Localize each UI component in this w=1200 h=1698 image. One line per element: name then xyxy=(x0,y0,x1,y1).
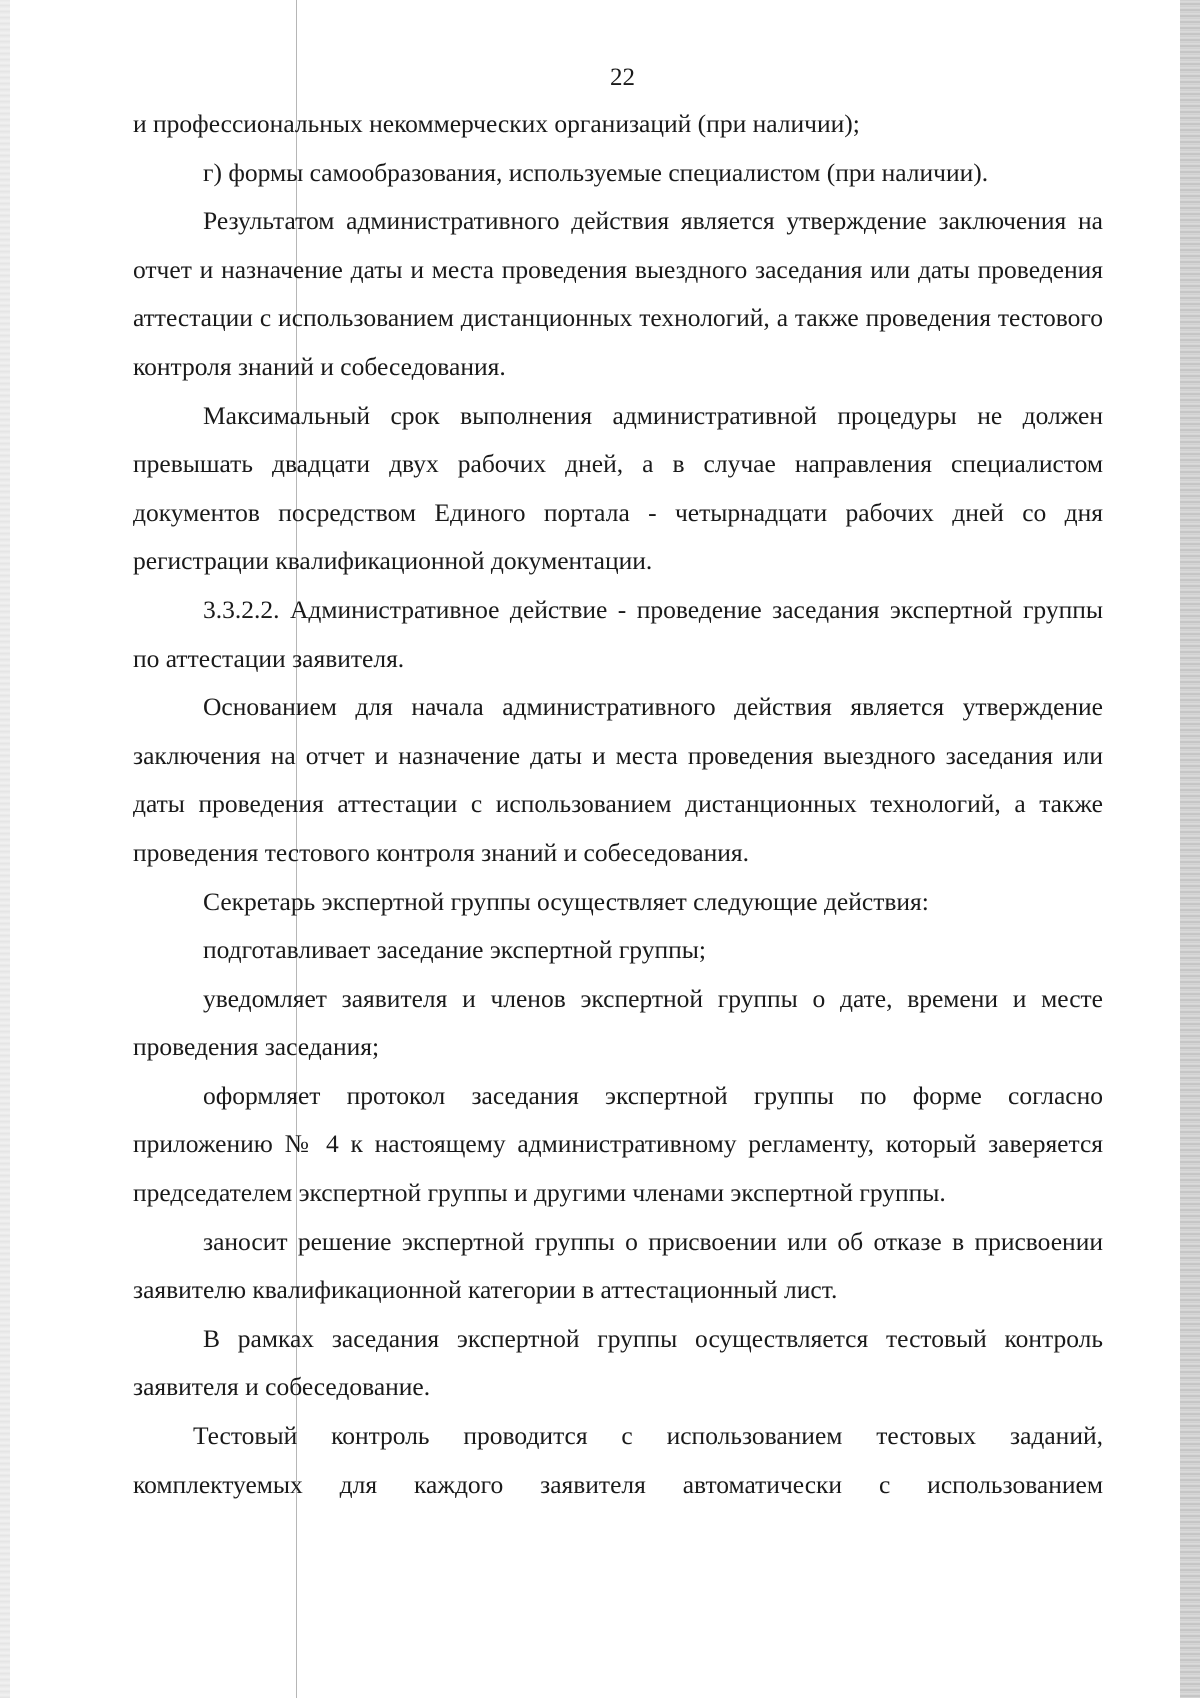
page-number: 22 xyxy=(610,64,635,91)
paragraph: Максимальный срок выполнения административной процедуры не должен превышать двадцати двух рабочих дней, а в случае направления специалистом документов посредством Единого портала - четырнадцати рабочих дней со дня регистрации квалификационной документации. xyxy=(133,400,1103,576)
paragraph: Секретарь экспертной группы осуществляет следующие действия: xyxy=(203,886,929,916)
document-body xyxy=(133,100,1103,1509)
paragraph: оформляет протокол заседания экспертной группы по форме согласно приложению № 4 к настоящему административному регламенту, который заверяется председателем экспертной группы и другими членами экспертной группы. xyxy=(133,1080,1103,1208)
paragraph: В рамках заседания экспертной группы осуществляется тестовый контроль заявителя и собеседование. xyxy=(133,1323,1103,1402)
paragraph: 3.3.2.2. Административное действие - проведение заседания экспертной группы по аттестации заявителя. xyxy=(133,594,1103,673)
paragraph: и профессиональных некоммерческих организаций (при наличии); xyxy=(133,109,860,138)
paragraph: заносит решение экспертной группы о присвоении или об отказе в присвоении заявителю квалификационной категории в аттестационный лист. xyxy=(133,1226,1103,1305)
paragraph: Результатом административного действия является утверждение заключения на отчет и назначение даты и места проведения выездного заседания или даты проведения аттестации с использованием дистанционных технологий, а также проведения тестового контроля знаний и собеседования. xyxy=(133,206,1103,381)
paragraph: г) формы самообразования, используемые специалистом (при наличии). xyxy=(203,157,989,187)
paragraph: уведомляет заявителя и членов экспертной группы о дате, времени и месте проведения заседания; xyxy=(133,983,1103,1062)
scan-edge-right xyxy=(1180,0,1200,1698)
paragraph: Тестовый контроль проводится с использованием тестовых заданий, комплектуемых для каждого заявителя автоматически с использованием xyxy=(133,1421,1103,1499)
paragraph: подготавливает заседание экспертной группы; xyxy=(203,935,706,965)
paragraph: Основанием для начала административного действия является утверждение заключения на отчет и назначение даты и места проведения выездного заседания или даты проведения аттестации с использованием дистанционных технологий, а также проведения тестового контроля знаний и собеседования. xyxy=(133,692,1103,867)
scan-edge-left xyxy=(0,0,10,1698)
